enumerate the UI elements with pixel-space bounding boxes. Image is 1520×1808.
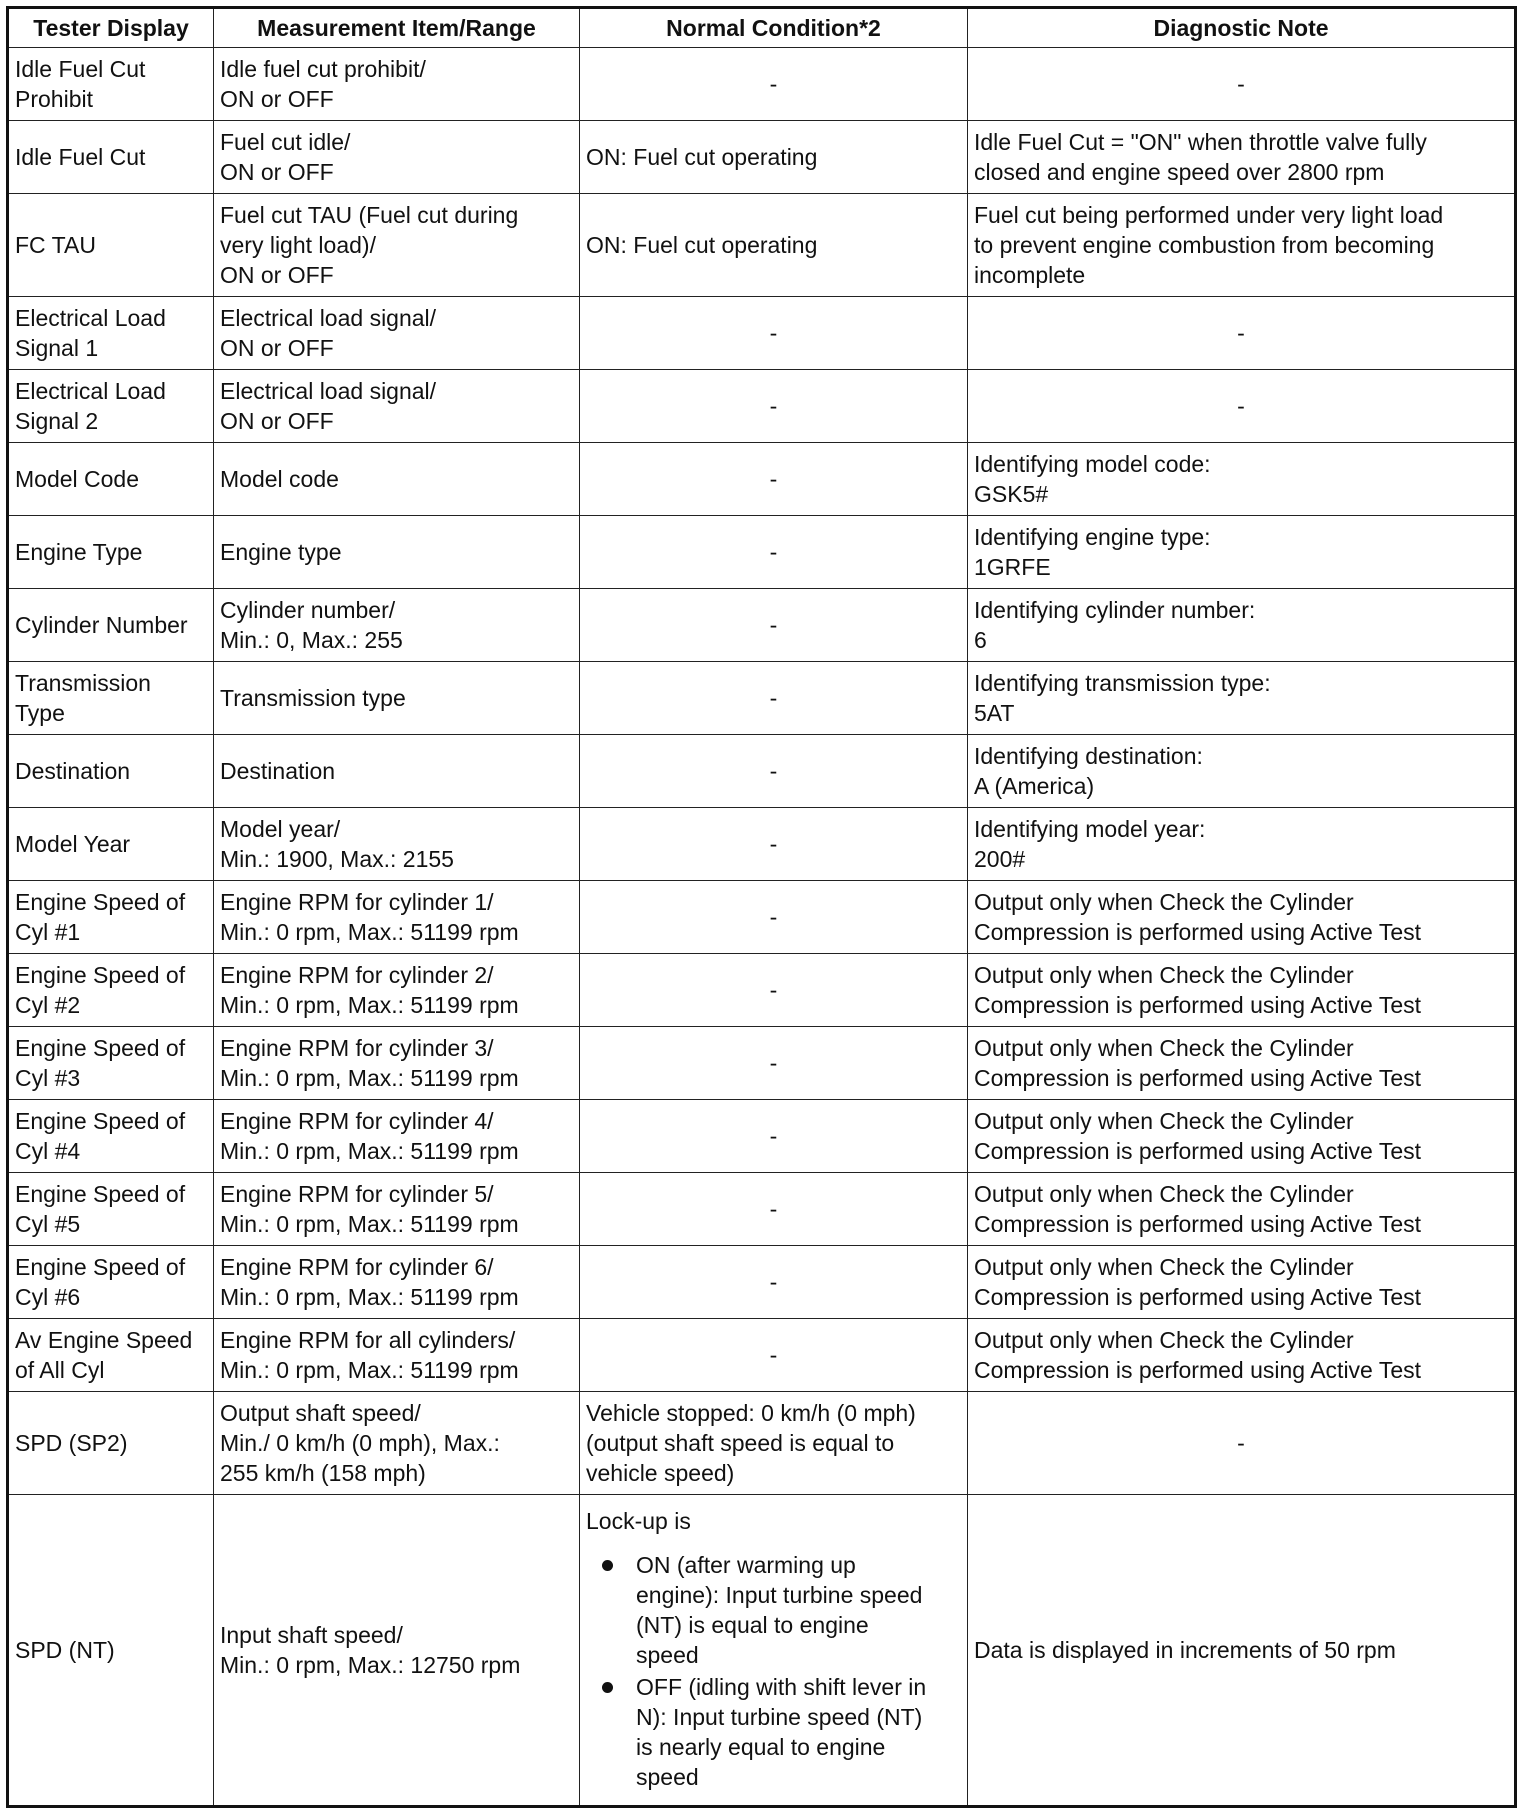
- cell-diagnostic-note: [968, 297, 1516, 370]
- tester-display-line: FC TAU: [15, 232, 96, 258]
- tester-display-line: Engine Speed of: [15, 962, 186, 988]
- measurement-item-line: Min.: 0 rpm, Max.: 51199 rpm: [220, 1284, 519, 1310]
- diagnostic-note-line: Compression is performed using Active Test: [974, 1065, 1421, 1091]
- cell-diagnostic-note: [968, 48, 1516, 121]
- tester-display-line: Cyl #2: [15, 992, 81, 1018]
- measurement-item-line: Fuel cut TAU (Fuel cut during: [220, 202, 519, 228]
- cell-normal-condition: [580, 297, 968, 370]
- table-row: [8, 1392, 1516, 1495]
- measurement-item-line: Min./ 0 km/h (0 mph), Max.:: [220, 1430, 500, 1456]
- measurement-item-line: Min.: 0 rpm, Max.: 51199 rpm: [220, 1065, 519, 1091]
- diagnostic-note-line: Output only when Check the Cylinder: [974, 1327, 1354, 1353]
- cell-normal-condition: [580, 443, 968, 516]
- list-item: [586, 1672, 961, 1792]
- normal-condition-line: (output shaft speed is equal to: [586, 1430, 895, 1456]
- diagnostic-note-line: -: [1237, 71, 1245, 97]
- cell-diagnostic-note: [968, 1319, 1516, 1392]
- cell-tester-display: [8, 48, 214, 121]
- cell-diagnostic-note: [968, 881, 1516, 954]
- cell-tester-display: [8, 589, 214, 662]
- table-row: [8, 48, 1516, 121]
- measurement-item-line: Engine RPM for cylinder 3/: [220, 1035, 494, 1061]
- normal-condition-text: -: [769, 320, 778, 346]
- tester-display-line: Cyl #1: [15, 919, 81, 945]
- measurement-item-line: 255 km/h (158 mph): [220, 1460, 426, 1486]
- cell-diagnostic-note: [968, 1392, 1516, 1495]
- tester-display-line: Cylinder Number: [15, 612, 188, 638]
- normal-condition-line: Vehicle stopped: 0 km/h (0 mph): [586, 1400, 916, 1426]
- tester-display-line: Model Year: [15, 831, 131, 857]
- tester-display-line: Electrical Load: [15, 305, 166, 331]
- cell-normal-condition: [580, 194, 968, 297]
- normal-condition-text: -: [769, 539, 778, 565]
- header-tester-display: Tester Display: [8, 8, 214, 48]
- tester-display-line: Engine Speed of: [15, 1181, 186, 1207]
- measurement-item-line: Fuel cut idle/: [220, 129, 351, 155]
- tester-display-line: Signal 1: [15, 335, 99, 361]
- measurement-item-line: Min.: 0 rpm, Max.: 12750 rpm: [220, 1652, 521, 1678]
- measurement-item-line: Destination: [220, 758, 336, 784]
- cell-tester-display: [8, 443, 214, 516]
- cell-tester-display: [8, 121, 214, 194]
- tester-display-line: Cyl #6: [15, 1284, 81, 1310]
- normal-condition-text: -: [769, 466, 778, 492]
- cell-normal-condition: [580, 1392, 968, 1495]
- cell-measurement-item: [214, 1495, 580, 1807]
- tester-display-line: Prohibit: [15, 86, 93, 112]
- table-row: [8, 194, 1516, 297]
- cell-measurement-item: [214, 516, 580, 589]
- normal-condition-text: -: [769, 831, 778, 857]
- cell-tester-display: [8, 1246, 214, 1319]
- table-row: [8, 881, 1516, 954]
- tester-display-line: SPD (NT): [15, 1637, 115, 1663]
- measurement-item-line: Electrical load signal/: [220, 305, 437, 331]
- cell-measurement-item: [214, 1027, 580, 1100]
- diagnostic-note-line: Data is displayed in increments of 50 rpm: [974, 1637, 1396, 1663]
- cell-measurement-item: [214, 443, 580, 516]
- tester-display-line: Engine Speed of: [15, 1108, 186, 1134]
- measurement-item-line: Min.: 0 rpm, Max.: 51199 rpm: [220, 1138, 519, 1164]
- cell-measurement-item: [214, 1246, 580, 1319]
- cell-diagnostic-note: [968, 1173, 1516, 1246]
- cell-tester-display: [8, 1495, 214, 1807]
- cell-tester-display: [8, 1100, 214, 1173]
- measurement-item-line: Min.: 0, Max.: 255: [220, 627, 403, 653]
- cell-normal-condition: [580, 1319, 968, 1392]
- tester-display-line: Engine Type: [15, 539, 143, 565]
- diagnostic-note-line: GSK5#: [974, 481, 1049, 507]
- condition-bullet-line: is nearly equal to engine: [636, 1734, 886, 1760]
- measurement-item-line: ON or OFF: [220, 86, 334, 112]
- condition-intro: Lock-up is: [586, 1508, 691, 1534]
- diagnostic-note-line: Output only when Check the Cylinder: [974, 962, 1354, 988]
- tester-display-line: Type: [15, 700, 65, 726]
- cell-measurement-item: [214, 370, 580, 443]
- table-row: [8, 662, 1516, 735]
- measurement-item-line: ON or OFF: [220, 159, 334, 185]
- cell-normal-condition: [580, 121, 968, 194]
- table-row: [8, 1100, 1516, 1173]
- tester-display-line: of All Cyl: [15, 1357, 105, 1383]
- measurement-item-line: Engine RPM for cylinder 1/: [220, 889, 494, 915]
- cell-normal-condition: [580, 370, 968, 443]
- tester-display-line: Idle Fuel Cut: [15, 144, 146, 170]
- cell-normal-condition: [580, 589, 968, 662]
- table-row: [8, 370, 1516, 443]
- cell-measurement-item: [214, 48, 580, 121]
- tester-display-line: Electrical Load: [15, 378, 166, 404]
- cell-measurement-item: [214, 1100, 580, 1173]
- measurement-item-line: Engine RPM for cylinder 4/: [220, 1108, 494, 1134]
- tester-display-line: Model Code: [15, 466, 140, 492]
- diagnostic-note-line: 1GRFE: [974, 554, 1051, 580]
- diagnostic-note-line: Identifying destination:: [974, 743, 1203, 769]
- cell-diagnostic-note: [968, 1495, 1516, 1807]
- diagnostic-note-line: Output only when Check the Cylinder: [974, 889, 1354, 915]
- cell-normal-condition: [580, 48, 968, 121]
- cell-normal-condition: [580, 1027, 968, 1100]
- bullet-icon: [602, 1682, 613, 1693]
- condition-bullet-line: OFF (idling with shift lever in: [636, 1674, 927, 1700]
- diagnostic-note-line: Output only when Check the Cylinder: [974, 1254, 1354, 1280]
- cell-measurement-item: [214, 589, 580, 662]
- diagnostic-note-line: incomplete: [974, 262, 1086, 288]
- normal-condition-line: vehicle speed): [586, 1460, 735, 1486]
- diagnostic-note-line: -: [1237, 393, 1245, 419]
- diagnostic-note-line: closed and engine speed over 2800 rpm: [974, 159, 1385, 185]
- table-row: [8, 735, 1516, 808]
- cell-normal-condition: [580, 881, 968, 954]
- cell-measurement-item: [214, 297, 580, 370]
- measurement-item-line: ON or OFF: [220, 335, 334, 361]
- cell-tester-display: [8, 735, 214, 808]
- cell-measurement-item: [214, 735, 580, 808]
- header-diagnostic-note: Diagnostic Note: [968, 8, 1516, 48]
- cell-diagnostic-note: [968, 1100, 1516, 1173]
- tester-display-line: Cyl #5: [15, 1211, 81, 1237]
- table-body: [8, 48, 1516, 1807]
- cell-tester-display: [8, 1173, 214, 1246]
- measurement-item-line: Engine RPM for cylinder 5/: [220, 1181, 494, 1207]
- measurement-item-line: Model code: [220, 466, 339, 492]
- bullet-icon: [602, 1560, 613, 1571]
- condition-bullet-line: (NT) is equal to engine: [636, 1612, 869, 1638]
- diagnostic-note-line: Output only when Check the Cylinder: [974, 1035, 1354, 1061]
- diagnostic-note-line: to prevent engine combustion from becoming: [974, 232, 1435, 258]
- normal-condition-text: -: [769, 977, 778, 1003]
- tester-display-line: Engine Speed of: [15, 1035, 186, 1061]
- cell-diagnostic-note: [968, 808, 1516, 881]
- measurement-item-line: Engine RPM for cylinder 6/: [220, 1254, 494, 1280]
- diagnostic-note-line: Compression is performed using Active Test: [974, 919, 1421, 945]
- table-row: [8, 1246, 1516, 1319]
- normal-condition-text: -: [769, 1269, 778, 1295]
- cell-normal-condition: [580, 1246, 968, 1319]
- cell-diagnostic-note: [968, 662, 1516, 735]
- measurement-item-line: Engine RPM for all cylinders/: [220, 1327, 516, 1353]
- normal-condition-text: -: [769, 904, 778, 930]
- cell-tester-display: [8, 1392, 214, 1495]
- tester-display-line: SPD (SP2): [15, 1430, 128, 1456]
- diagnostic-note-line: Fuel cut being performed under very light load: [974, 202, 1444, 228]
- table-row: [8, 1495, 1516, 1807]
- table-row: [8, 1027, 1516, 1100]
- diagnostic-note-line: A (America): [974, 773, 1095, 799]
- cell-tester-display: [8, 808, 214, 881]
- table-row: [8, 589, 1516, 662]
- table-row: [8, 1173, 1516, 1246]
- cell-normal-condition: [580, 516, 968, 589]
- condition-bullet-line: ON (after warming up: [636, 1552, 856, 1578]
- diagnostic-note-line: Identifying cylinder number:: [974, 597, 1256, 623]
- diagnostic-note-line: -: [1237, 320, 1245, 346]
- normal-condition-text: ON: Fuel cut operating: [586, 232, 818, 258]
- diagnostic-note-line: Compression is performed using Active Test: [974, 1284, 1421, 1310]
- measurement-item-line: Electrical load signal/: [220, 378, 437, 404]
- measurement-item-line: ON or OFF: [220, 262, 334, 288]
- header-measurement-item: Measurement Item/Range: [214, 8, 580, 48]
- measurement-item-line: Output shaft speed/: [220, 1400, 421, 1426]
- cell-tester-display: [8, 370, 214, 443]
- normal-condition-text: -: [769, 1123, 778, 1149]
- diagnostic-note-line: Output only when Check the Cylinder: [974, 1181, 1354, 1207]
- condition-bullet-line: speed: [636, 1764, 699, 1790]
- normal-condition-text: ON: Fuel cut operating: [586, 144, 818, 170]
- cell-measurement-item: [214, 808, 580, 881]
- tester-display-line: Cyl #3: [15, 1065, 81, 1091]
- diagnostic-note-line: Compression is performed using Active Test: [974, 1138, 1421, 1164]
- table-row: [8, 443, 1516, 516]
- tester-display-line: Engine Speed of: [15, 1254, 186, 1280]
- cell-tester-display: [8, 881, 214, 954]
- measurement-item-line: Model year/: [220, 816, 341, 842]
- measurement-item-line: Transmission type: [220, 685, 406, 711]
- table-row: [8, 954, 1516, 1027]
- diagnostic-note-line: Output only when Check the Cylinder: [974, 1108, 1354, 1134]
- measurement-item-line: Min.: 0 rpm, Max.: 51199 rpm: [220, 919, 519, 945]
- condition-bullet-line: engine): Input turbine speed: [636, 1582, 923, 1608]
- cell-normal-condition: [580, 662, 968, 735]
- tester-display-line: Transmission: [15, 670, 151, 696]
- normal-condition-text: -: [769, 1050, 778, 1076]
- condition-bullet-line: speed: [636, 1642, 699, 1668]
- table-row: [8, 516, 1516, 589]
- diagnostic-note-line: Idle Fuel Cut = "ON" when throttle valve fully: [974, 129, 1427, 155]
- cell-measurement-item: [214, 121, 580, 194]
- header-normal-condition: Normal Condition*2: [580, 8, 968, 48]
- data-list-table: [6, 6, 1517, 1808]
- diagnostic-note-line: Identifying transmission type:: [974, 670, 1271, 696]
- cell-tester-display: [8, 1027, 214, 1100]
- cell-measurement-item: [214, 1173, 580, 1246]
- cell-normal-condition: [580, 1173, 968, 1246]
- diagnostic-note-line: Compression is performed using Active Test: [974, 1357, 1421, 1383]
- cell-tester-display: [8, 297, 214, 370]
- cell-tester-display: [8, 1319, 214, 1392]
- diagnostic-note-line: Compression is performed using Active Test: [974, 1211, 1421, 1237]
- cell-diagnostic-note: [968, 121, 1516, 194]
- measurement-item-line: Idle fuel cut prohibit/: [220, 56, 426, 82]
- cell-measurement-item: [214, 662, 580, 735]
- tester-display-line: Engine Speed of: [15, 889, 186, 915]
- normal-condition-text: -: [769, 1342, 778, 1368]
- table-row: [8, 1319, 1516, 1392]
- cell-normal-condition: [580, 1495, 968, 1807]
- cell-measurement-item: [214, 194, 580, 297]
- tester-display-line: Idle Fuel Cut: [15, 56, 146, 82]
- measurement-item-line: Min.: 0 rpm, Max.: 51199 rpm: [220, 1211, 519, 1237]
- diagnostic-note-line: Compression is performed using Active Test: [974, 992, 1421, 1018]
- normal-condition-text: -: [769, 612, 778, 638]
- cell-diagnostic-note: [968, 954, 1516, 1027]
- cell-measurement-item: [214, 1319, 580, 1392]
- tester-display-line: Cyl #4: [15, 1138, 81, 1164]
- list-item: [586, 1550, 961, 1670]
- diagnostic-note-line: 5AT: [974, 700, 1015, 726]
- cell-tester-display: [8, 662, 214, 735]
- normal-condition-text: -: [769, 71, 778, 97]
- cell-diagnostic-note: [968, 735, 1516, 808]
- cell-tester-display: [8, 516, 214, 589]
- cell-diagnostic-note: [968, 1246, 1516, 1319]
- table-row: [8, 297, 1516, 370]
- measurement-item-line: Min.: 0 rpm, Max.: 51199 rpm: [220, 1357, 519, 1383]
- table-row: [8, 121, 1516, 194]
- measurement-item-line: Engine type: [220, 539, 342, 565]
- diagnostic-note-line: Identifying engine type:: [974, 524, 1211, 550]
- diagnostic-note-line: 200#: [974, 846, 1026, 872]
- cell-measurement-item: [214, 1392, 580, 1495]
- table-header-row: [8, 8, 1516, 48]
- cell-diagnostic-note: [968, 516, 1516, 589]
- measurement-item-line: Min.: 1900, Max.: 2155: [220, 846, 454, 872]
- measurement-item-line: Engine RPM for cylinder 2/: [220, 962, 494, 988]
- cell-tester-display: [8, 954, 214, 1027]
- diagnostic-note-line: Identifying model code:: [974, 451, 1211, 477]
- tester-display-line: Av Engine Speed: [15, 1327, 193, 1353]
- condition-bullet-line: N): Input turbine speed (NT): [636, 1704, 923, 1730]
- diagnostic-note-line: -: [1237, 1430, 1245, 1456]
- normal-condition-text: -: [769, 1196, 778, 1222]
- table-row: [8, 808, 1516, 881]
- measurement-item-line: ON or OFF: [220, 408, 334, 434]
- cell-tester-display: [8, 194, 214, 297]
- normal-condition-text: -: [769, 393, 778, 419]
- cell-normal-condition: [580, 954, 968, 1027]
- measurement-item-line: Cylinder number/: [220, 597, 396, 623]
- tester-display-line: Signal 2: [15, 408, 99, 434]
- normal-condition-text: -: [769, 685, 778, 711]
- measurement-item-line: Min.: 0 rpm, Max.: 51199 rpm: [220, 992, 519, 1018]
- measurement-item-line: very light load)/: [220, 232, 376, 258]
- cell-diagnostic-note: [968, 370, 1516, 443]
- diagnostic-note-line: 6: [974, 627, 987, 653]
- cell-diagnostic-note: [968, 589, 1516, 662]
- cell-normal-condition: [580, 808, 968, 881]
- cell-diagnostic-note: [968, 443, 1516, 516]
- diagnostic-note-line: Identifying model year:: [974, 816, 1206, 842]
- cell-measurement-item: [214, 954, 580, 1027]
- diagnostic-data-document: [6, 6, 1514, 1808]
- tester-display-line: Destination: [15, 758, 131, 784]
- cell-normal-condition: [580, 1100, 968, 1173]
- condition-bullet-list: [586, 1550, 961, 1792]
- cell-normal-condition: [580, 735, 968, 808]
- cell-diagnostic-note: [968, 194, 1516, 297]
- measurement-item-line: Input shaft speed/: [220, 1622, 403, 1648]
- cell-diagnostic-note: [968, 1027, 1516, 1100]
- cell-measurement-item: [214, 881, 580, 954]
- normal-condition-text: -: [769, 758, 778, 784]
